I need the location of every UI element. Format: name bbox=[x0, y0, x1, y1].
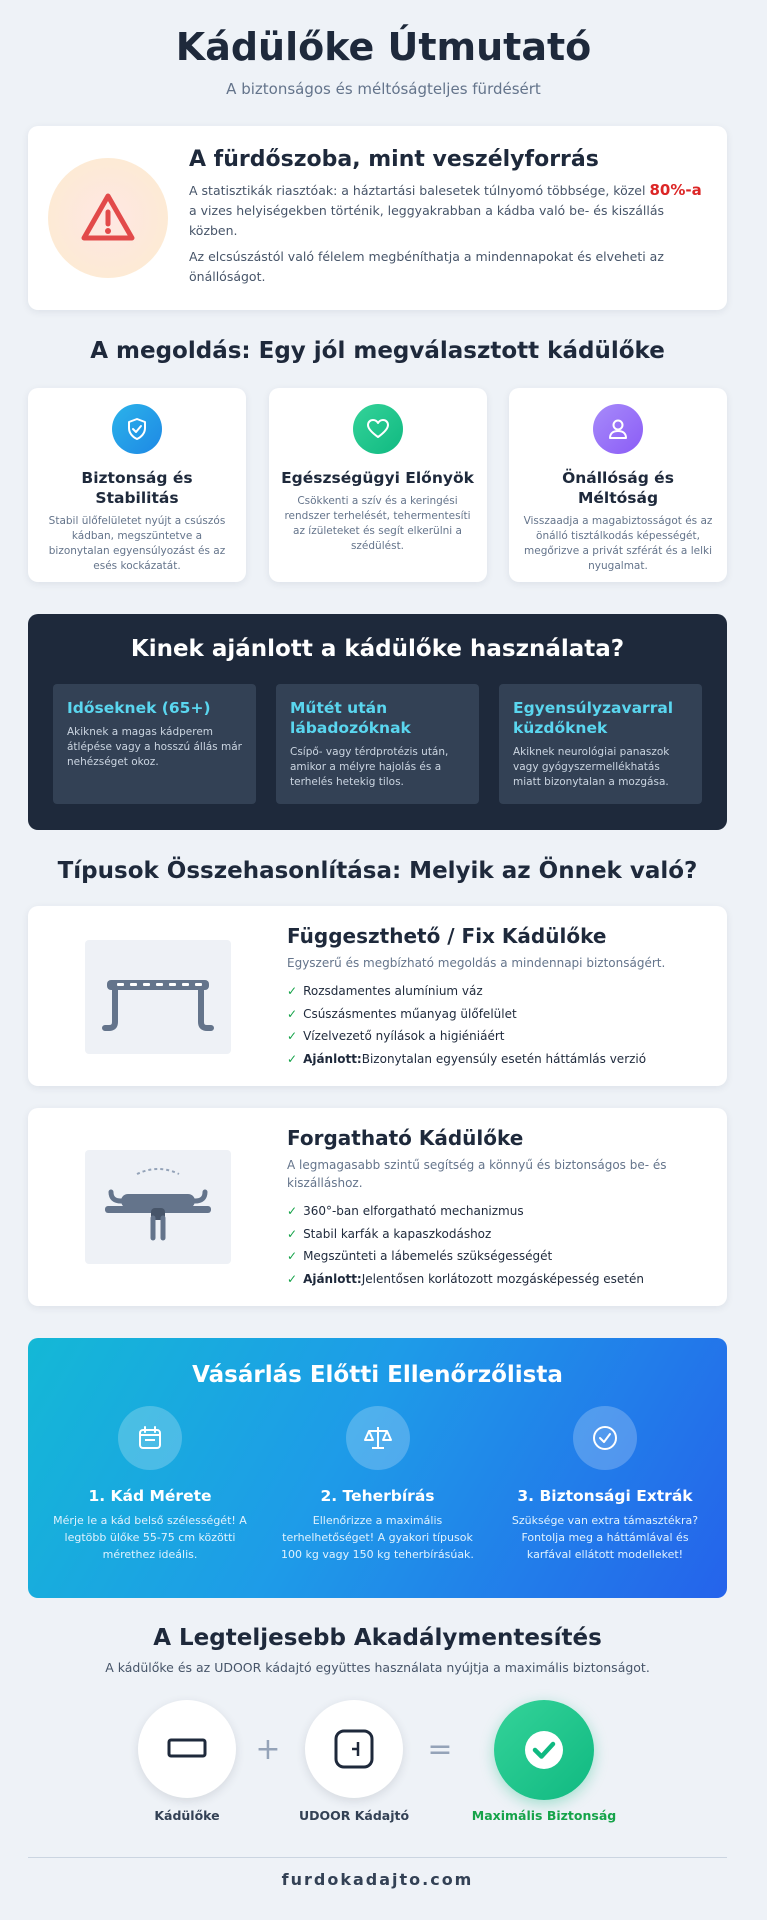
checklist-step-capacity bbox=[270, 1406, 486, 1563]
type-description: Egyszerű és megbízható megoldás a mindennapi biztonságért. bbox=[287, 956, 666, 970]
footer-divider bbox=[28, 1857, 727, 1858]
benefit-card-safety bbox=[28, 388, 246, 582]
step-text: Szüksége van extra támasztékra? Fontolja meg a háttámlával és karfával ellátott modelleket! bbox=[511, 1514, 699, 1561]
user-icon bbox=[593, 404, 643, 454]
scale-icon bbox=[346, 1406, 410, 1470]
feature-item: ✓ Csúszásmentes műanyag ülőfelület bbox=[287, 1006, 517, 1021]
audience-section bbox=[28, 614, 727, 830]
equals-sign: = bbox=[427, 1732, 453, 1767]
feature-item: ✓ 360°-ban elforgatható mechanizmus bbox=[287, 1204, 524, 1218]
check-icon: ✓ bbox=[287, 1271, 298, 1286]
feature-item-recommended: ✓ Ajánlott:Bizonytalan egyensúly esetén háttámlás verzió bbox=[287, 1051, 647, 1066]
safety-badge bbox=[494, 1700, 594, 1800]
warning-icon bbox=[78, 188, 138, 248]
step-text: Ellenőrizze a maximális terhelhetőséget! A gyakori típusok 100 kg vagy 150 kg teherbírásúak. bbox=[281, 1514, 474, 1561]
feature-item: ✓ Vízelvezető nyílások a higiéniáért bbox=[287, 1029, 505, 1043]
bath-seat-badge bbox=[138, 1700, 236, 1798]
audience-card-text: Akiknek neurológiai panaszok vagy gyógyszermellékhatás miatt bizonytalan a mozgása. bbox=[513, 746, 670, 788]
checklist-step-extras bbox=[497, 1406, 713, 1563]
accessibility-subtitle: A kádülőke és az UDOOR kádajtó együttes használata nyújtja a maximális biztonságot. bbox=[105, 1660, 650, 1675]
check-icon: ✓ bbox=[287, 1249, 298, 1263]
benefit-text: Visszaadja a magabiztosságot és az önálló tisztálkodás képességét, megőrizve a privát szférát és a lelki nyugalmat. bbox=[523, 515, 713, 572]
page-subtitle: A biztonságos és méltóságteljes fürdésért bbox=[226, 80, 541, 98]
audience-card-title: Időseknek (65+) bbox=[67, 699, 211, 717]
feature-list bbox=[287, 980, 707, 1070]
rotating-seat-icon bbox=[85, 1150, 231, 1264]
benefit-title: Biztonság és Stabilitás bbox=[81, 469, 193, 507]
benefit-title: Egészségügyi Előnyök bbox=[281, 469, 474, 487]
accessibility-title: A Legteljesebb Akadálymentesítés bbox=[153, 1625, 602, 1651]
type-title: Forgatható Kádülőke bbox=[287, 1126, 524, 1150]
check-circle-icon bbox=[573, 1406, 637, 1470]
check-icon: ✓ bbox=[287, 1051, 298, 1066]
benefit-text: Stabil ülőfelületet nyújt a csúszós kádban, megszüntetve a bizonytalan egyensúlyozást és az esés kockázatát. bbox=[48, 515, 226, 572]
type-card-fixed bbox=[28, 906, 727, 1086]
audience-card-text: Akiknek a magas kádperem átlépése vagy a hosszú állás már nehézséget okoz. bbox=[67, 726, 242, 768]
statistic-highlight: 80%-a bbox=[649, 181, 702, 199]
bath-seat-icon bbox=[165, 1734, 209, 1764]
danger-card bbox=[28, 126, 727, 310]
audience-card-text: Csípő- vagy térdprotézis után, amikor a mélyre hajolás és a terhelés hetekig tilos. bbox=[290, 746, 449, 788]
check-icon: ✓ bbox=[287, 1006, 298, 1021]
step-title: 1. Kád Mérete bbox=[88, 1487, 212, 1505]
audience-card-seniors bbox=[53, 684, 256, 804]
door-icon bbox=[332, 1727, 376, 1771]
benefit-cards bbox=[28, 388, 727, 582]
types-title: Típusok Összehasonlítása: Melyik az Önnek való? bbox=[57, 858, 698, 884]
type-description: A legmagasabb szintű segítség a könnyű és biztonságos be- és kiszálláshoz. bbox=[287, 1158, 667, 1190]
rotating-seat-illustration bbox=[85, 1150, 231, 1264]
feature-item: ✓ Stabil karfák a kapaszkodáshoz bbox=[287, 1226, 492, 1241]
door-badge bbox=[305, 1700, 403, 1798]
checklist-title: Vásárlás Előtti Ellenőrzőlista bbox=[192, 1362, 563, 1388]
checklist-section bbox=[28, 1338, 727, 1598]
plus-sign: + bbox=[255, 1732, 281, 1767]
step-title: 2. Teherbírás bbox=[320, 1487, 435, 1505]
audience-card-balance bbox=[499, 684, 702, 804]
benefit-card-independence bbox=[509, 388, 727, 582]
audience-card-title: Műtét után lábadozóknak bbox=[290, 699, 411, 737]
feature-item: ✓ Megszünteti a lábemelés szükségességét bbox=[287, 1249, 553, 1263]
step-title: 3. Biztonsági Extrák bbox=[517, 1487, 693, 1505]
door-label: UDOOR Kádajtó bbox=[298, 1808, 410, 1823]
danger-paragraph-2: Az elcsúszástól való félelem megbéníthatja a mindennapokat és elveheti az önállóságot. bbox=[189, 249, 664, 284]
feature-item: ✓ Rozsdamentes alumínium váz bbox=[287, 984, 483, 998]
feature-list bbox=[287, 1200, 707, 1290]
danger-paragraph-1: A statisztikák riasztóak: a háztartási balesetek túlnyomó többsége, közel 80%-a a vizes helyiségekben történik, leggyakrabban a kádba való be- és kiszállás közben. bbox=[189, 181, 702, 238]
type-title: Függeszthető / Fix Kádülőke bbox=[287, 924, 607, 948]
audience-title: Kinek ajánlott a kádülőke használata? bbox=[130, 636, 625, 662]
checklist-step-size bbox=[42, 1406, 258, 1563]
page-title: Kádülőke Útmutató bbox=[175, 25, 592, 69]
benefit-card-health bbox=[269, 388, 487, 582]
warning-badge bbox=[48, 158, 168, 278]
bath-seat-icon bbox=[85, 940, 231, 1054]
bath-seat-label: Kádülőke bbox=[154, 1808, 220, 1823]
step-text: Mérje le a kád belső szélességét! A legtöbb ülőke 55-75 cm közötti mérethez ideális. bbox=[53, 1514, 247, 1561]
footer-domain[interactable]: furdokadajto.com bbox=[281, 1870, 474, 1889]
feature-item-recommended: ✓ Ajánlott:Jelentősen korlátozott mozgásképesség esetén bbox=[287, 1271, 644, 1286]
danger-title: A fürdőszoba, mint veszélyforrás bbox=[189, 147, 599, 172]
solution-title: A megoldás: Egy jól megválasztott kádülőke bbox=[90, 338, 665, 364]
audience-card-title: Egyensúlyzavarral küzdőknek bbox=[513, 699, 674, 737]
calendar-icon bbox=[118, 1406, 182, 1470]
check-icon: ✓ bbox=[287, 984, 298, 998]
benefit-text: Csökkenti a szív és a keringési rendszer terhelését, tehermentesíti az ízületeket és segít elkerülni a szédülést. bbox=[284, 495, 471, 552]
fixed-seat-illustration bbox=[85, 940, 231, 1054]
check-icon: ✓ bbox=[287, 1029, 298, 1043]
audience-card-post-surgery bbox=[276, 684, 479, 804]
check-circle-icon bbox=[522, 1728, 566, 1772]
shield-icon bbox=[112, 404, 162, 454]
benefit-title: Önállóság és Méltóság bbox=[562, 469, 674, 507]
heart-icon bbox=[353, 404, 403, 454]
type-card-rotating bbox=[28, 1108, 727, 1306]
safety-label: Maximális Biztonság bbox=[471, 1808, 617, 1823]
check-icon: ✓ bbox=[287, 1226, 298, 1241]
check-icon: ✓ bbox=[287, 1204, 298, 1218]
